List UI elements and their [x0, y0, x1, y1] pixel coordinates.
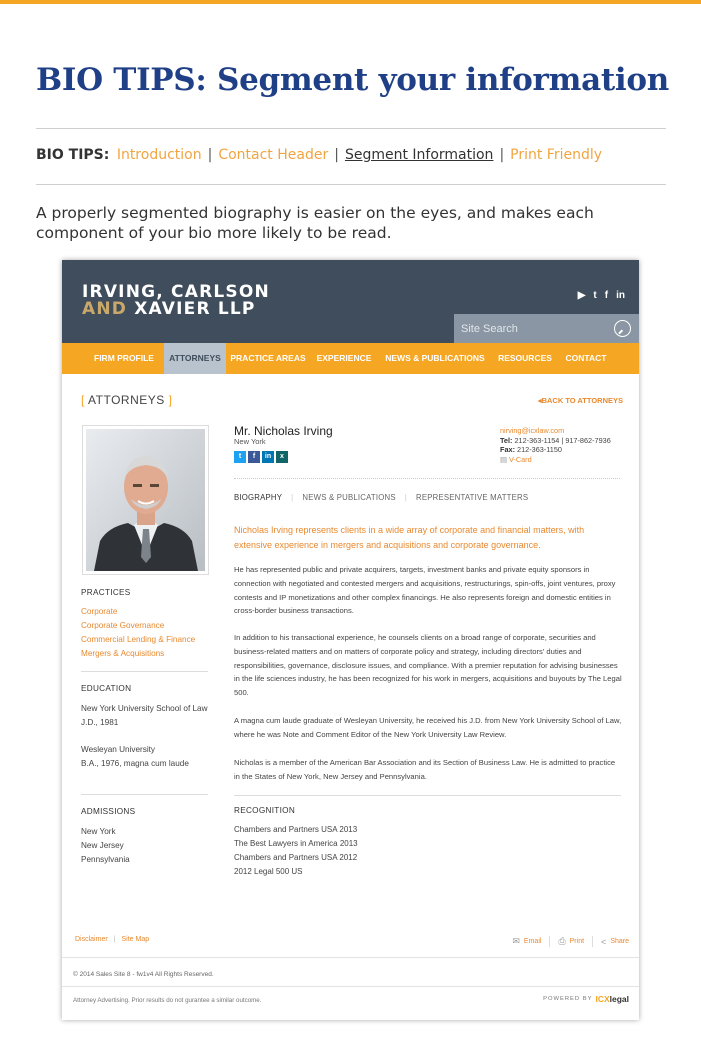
vcard-line — [500, 455, 611, 465]
share-icon: < — [601, 936, 607, 947]
bio-tips-nav — [36, 147, 602, 163]
section-label: [ ATTORNEYS ] — [81, 393, 173, 407]
attorney-portrait-image — [86, 429, 205, 571]
nav-resources[interactable]: RESOURCES — [498, 353, 552, 363]
practices-title: PRACTICES — [81, 588, 131, 597]
nav-firm-profile[interactable]: FIRM PROFILE — [94, 353, 154, 363]
admission-item: New Jersey — [81, 841, 124, 850]
logo-line2 — [82, 301, 270, 318]
vcard-icon: ▤ — [500, 454, 507, 464]
email-action[interactable] — [512, 936, 541, 947]
social-links — [578, 290, 625, 301]
vcard-link[interactable]: V-Card — [508, 454, 532, 464]
bio-paragraph: He has represented public and private acquirers, targets, investment banks and private equity sponsors in connection with negotiated and contested mergers and acquisitions, restructurings, spin-offs, joint ventures, proxy contests and IP monetizations and other complex financings. He also represents foreign and domestic entities in cross-border business transactions. — [234, 565, 616, 616]
tips-link-introduction[interactable]: Introduction — [116, 147, 202, 163]
attorney-photo — [82, 425, 209, 575]
xing-icon[interactable]: x — [276, 451, 288, 463]
attorney-name: Mr. Nicholas Irving — [234, 424, 333, 438]
admission-item: New York — [81, 827, 116, 836]
youtube-icon[interactable]: ▶ — [577, 290, 586, 301]
icx-legal-logo — [595, 994, 629, 1004]
powered-by[interactable] — [543, 994, 629, 1004]
logo-and: AND — [82, 299, 128, 319]
nav-attorneys[interactable]: ATTORNEYS — [164, 343, 226, 374]
bio-tabs — [234, 493, 528, 502]
education-title: EDUCATION — [81, 684, 132, 693]
powered-by-label: POWERED BY — [543, 996, 593, 1002]
divider — [234, 795, 621, 796]
advertising-disclaimer: Attorney Advertising. Prior results do not gurantee a similar outcome. — [73, 997, 262, 1004]
separator: | — [207, 147, 213, 163]
logo-line1: IRVING, CARLSON — [82, 282, 270, 302]
practice-link[interactable]: Mergers & Acquisitions — [81, 649, 165, 658]
site-header — [62, 260, 639, 343]
site-search-input[interactable] — [454, 314, 604, 343]
copyright-text: © 2014 Sales Site 8 - fw1v4 All Rights Reserved. — [73, 971, 214, 978]
recognition-item: 2012 Legal 500 US — [234, 867, 303, 876]
contact-info — [500, 426, 611, 464]
facebook-icon[interactable]: f — [248, 451, 260, 463]
print-action-label: Print — [569, 938, 585, 945]
admissions-section — [81, 805, 209, 867]
separator: | — [334, 147, 339, 163]
footer-links — [75, 936, 149, 943]
site-map-link[interactable]: Site Map — [121, 936, 150, 943]
nav-contact[interactable]: CONTACT — [565, 353, 607, 363]
separator: | — [404, 493, 407, 502]
fax-line — [500, 445, 611, 455]
recognition-item: The Best Lawyers in America 2013 — [234, 839, 358, 848]
sidebar-divider — [81, 671, 208, 672]
recognition-item: Chambers and Partners USA 2013 — [234, 825, 358, 834]
education-degree: J.D., 1981 — [81, 718, 119, 727]
email-action-label: Email — [523, 938, 542, 945]
divider — [234, 478, 620, 479]
search-icon[interactable] — [614, 320, 631, 337]
twitter-icon[interactable]: t — [234, 451, 246, 463]
tips-link-segment-information[interactable]: Segment Information — [344, 147, 494, 163]
admissions-title: ADMISSIONS — [81, 807, 136, 816]
tips-link-contact-header[interactable]: Contact Header — [218, 147, 329, 163]
main-nav — [62, 343, 639, 374]
nav-news-publications[interactable]: NEWS & PUBLICATIONS — [385, 353, 485, 363]
tab-biography[interactable]: BIOGRAPHY — [234, 493, 283, 502]
practices-section — [81, 586, 209, 661]
divider — [36, 184, 666, 185]
nav-practice-areas[interactable]: PRACTICE AREAS — [230, 353, 306, 363]
separator: | — [499, 147, 505, 163]
tel-line — [500, 436, 611, 446]
page-title: BIO TIPS: Segment your information — [36, 62, 669, 98]
education-school: New York University School of Law — [81, 704, 208, 713]
recognition-list — [234, 823, 358, 879]
education-school: Wesleyan University — [81, 745, 156, 754]
back-link-label: BACK TO ATTORNEYS — [541, 396, 623, 405]
top-accent-bar — [0, 0, 701, 4]
tab-news-publications[interactable]: NEWS & PUBLICATIONS — [302, 493, 396, 502]
fax-value: 212-363-1150 — [517, 445, 562, 454]
attorney-share-icons — [234, 451, 288, 463]
separator: | — [113, 936, 116, 943]
section-label-text: ATTORNEYS — [88, 393, 165, 407]
firm-logo[interactable] — [82, 284, 270, 318]
separator: | — [291, 493, 294, 502]
practice-link[interactable]: Corporate — [81, 607, 118, 616]
linkedin-icon[interactable]: in — [262, 451, 274, 463]
twitter-icon[interactable]: t — [593, 290, 597, 301]
divider — [36, 128, 666, 129]
bio-lead-paragraph: Nicholas Irving represents clients in a wide array of corporate and financial matters, with extensive experience in mergers and acquisitions and corporate governance. — [234, 525, 585, 550]
example-bio-screenshot — [62, 260, 639, 1020]
footer-actions — [512, 936, 629, 947]
icx-brand-suffix: legal — [609, 994, 629, 1004]
back-to-attorneys-link[interactable] — [538, 396, 623, 405]
education-section — [81, 682, 209, 771]
practice-link[interactable]: Commercial Lending & Finance — [81, 635, 196, 644]
disclaimer-link[interactable]: Disclaimer — [75, 936, 108, 943]
email-icon: ✉ — [512, 936, 520, 946]
logo-llp: XAVIER LLP — [134, 299, 256, 319]
facebook-icon[interactable]: f — [604, 290, 609, 301]
tel-label: Tel: — [500, 435, 513, 445]
tel-value: 212-363-1154 | 917-862-7936 — [514, 435, 611, 445]
nav-experience[interactable]: EXPERIENCE — [316, 353, 372, 363]
icx-brand-prefix: ICX — [595, 994, 610, 1004]
tips-link-print-friendly[interactable]: Print Friendly — [510, 147, 603, 163]
education-degree: B.A., 1976, magna cum laude — [81, 759, 189, 768]
sidebar-divider — [81, 794, 208, 795]
recognition-item: Chambers and Partners USA 2012 — [234, 853, 358, 862]
attorney-office: New York — [234, 437, 266, 446]
footer-divider — [62, 957, 639, 958]
practice-link[interactable]: Corporate Governance — [81, 621, 165, 630]
separator — [592, 936, 593, 947]
share-action[interactable] — [601, 937, 629, 947]
recognition-title: RECOGNITION — [234, 806, 296, 815]
site-search-box — [454, 314, 639, 343]
back-arrow-icon: ◂ — [537, 396, 542, 405]
bio-paragraph: Nicholas is a member of the American Bar Association and its Section of Business Law. He is admitted to practice in the States of New York, New Jersey and Pennsylvania. — [234, 758, 616, 781]
bio-tips-label: BIO TIPS: — [36, 147, 110, 163]
bio-paragraph: A magna cum laude graduate of Wesleyan University, he received his J.D. from New York University School of Law, where he was Note and Comment Editor of the New York University Law Review. — [234, 716, 622, 739]
footer-divider — [62, 986, 639, 987]
fax-label: Fax: — [500, 445, 516, 454]
separator — [549, 936, 550, 947]
print-icon: ⎙ — [558, 936, 566, 946]
intro-text: A properly segmented biography is easier on the eyes, and makes each component of your bio more likely to be read. — [36, 204, 594, 242]
share-action-label: Share — [610, 938, 629, 945]
bio-paragraph: In addition to his transactional experience, he counsels clients on a broad range of corporate, securities and business-related matters and on matters of corporate policy and strategy, including directors' duties and responsibilities, governance, disclosure issues, and compliance. With a premier reputation for advising businesses in the life sciences industry, he has been recognized for his work in mergers, acquisitions and buyouts by The Legal 500. — [234, 633, 622, 698]
admission-item: Pennsylvania — [81, 855, 130, 864]
tab-representative-matters[interactable]: REPRESENTATIVE MATTERS — [415, 493, 529, 502]
linkedin-icon[interactable]: in — [616, 290, 625, 301]
attorney-email-link[interactable]: nirving@icxlaw.com — [500, 426, 565, 435]
print-action[interactable] — [558, 936, 584, 947]
